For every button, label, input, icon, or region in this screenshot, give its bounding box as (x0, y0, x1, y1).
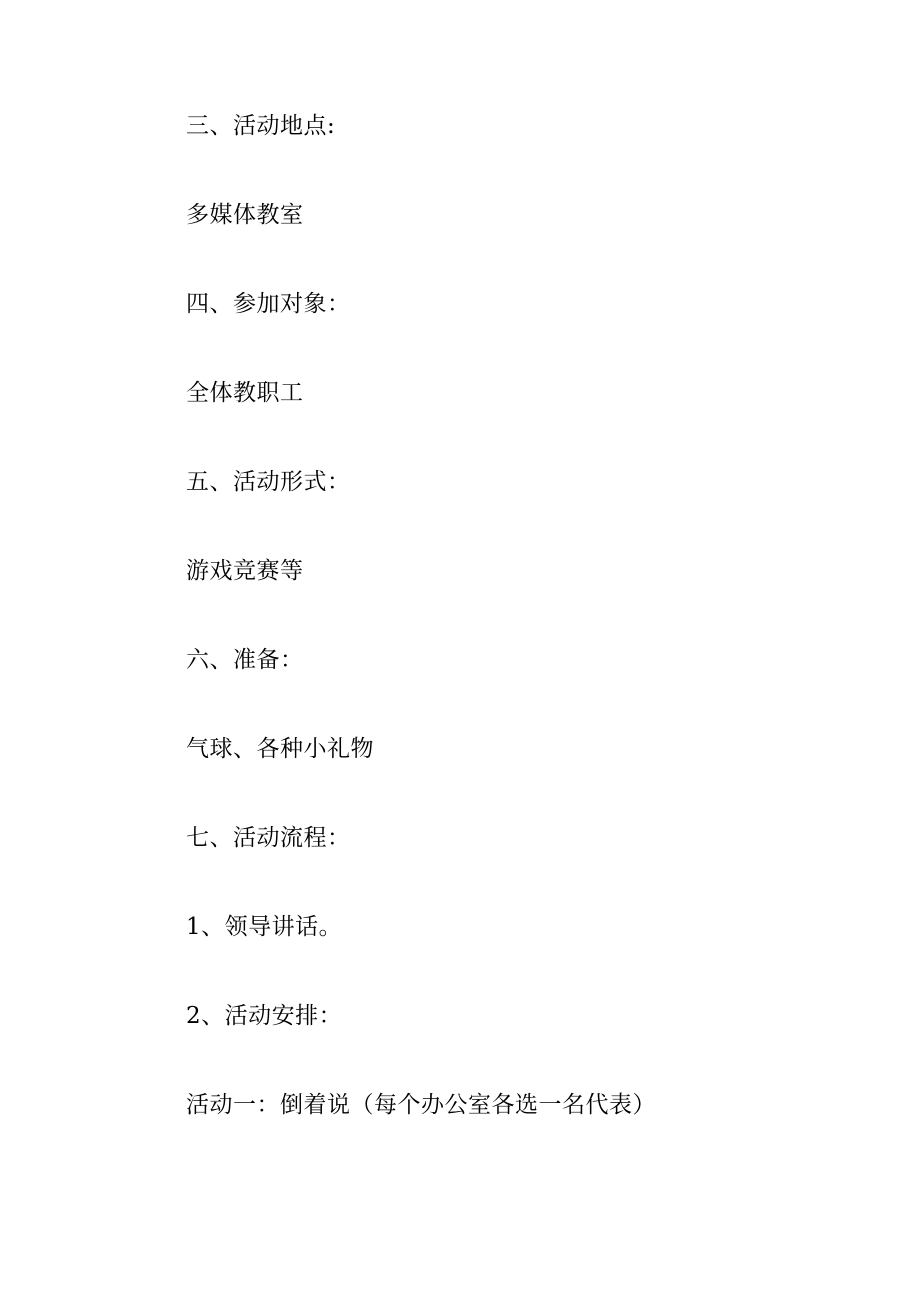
paragraph-participants-value: 全体教职工 (186, 380, 304, 406)
list-item-leader-speech: 1、领导讲话。 (186, 914, 343, 940)
heading-activity-location: 三、活动地点: (186, 113, 336, 139)
heading-preparation: 六、准备： (186, 647, 304, 673)
paragraph-activity-one: 活动一：倒着说（每个办公室各选一名代表） (186, 1092, 656, 1118)
paragraph-format-value: 游戏竞赛等 (186, 558, 304, 584)
heading-activity-format: 五、活动形式： (186, 469, 351, 495)
heading-participants: 四、参加对象： (186, 291, 351, 317)
paragraph-preparation-value: 气球、各种小礼物 (186, 736, 374, 762)
list-item-activity-arrangement: 2、活动安排： (186, 1003, 343, 1029)
paragraph-location-value: 多媒体教室 (186, 202, 304, 228)
heading-activity-process: 七、活动流程： (186, 825, 351, 851)
document-body (186, 110, 886, 1178)
